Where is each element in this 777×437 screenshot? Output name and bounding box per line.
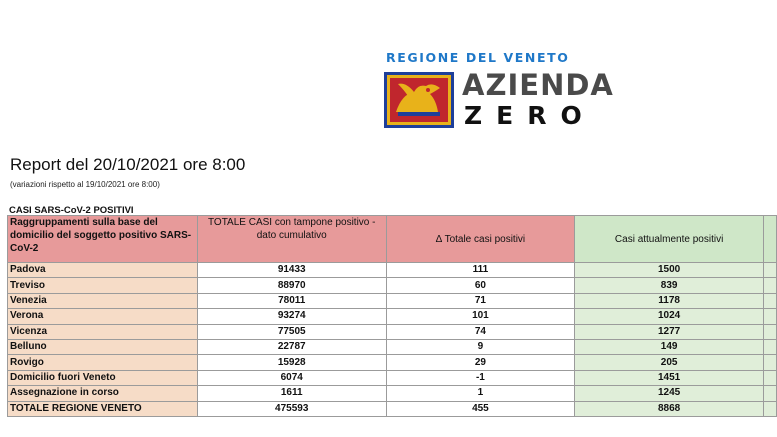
row-cropped-cell xyxy=(763,386,776,401)
row-active: 1245 xyxy=(575,386,764,401)
row-delta: 74 xyxy=(386,324,575,339)
row-total: 93274 xyxy=(197,309,386,324)
row-delta: 101 xyxy=(386,309,575,324)
table-row xyxy=(8,309,777,324)
row-cropped-cell xyxy=(763,370,776,385)
row-cropped-cell xyxy=(763,339,776,354)
table-total-row xyxy=(8,401,777,416)
row-total: 1611 xyxy=(197,386,386,401)
row-cropped-cell xyxy=(763,263,776,278)
table-row xyxy=(8,263,777,278)
lion-of-saint-mark-crest-icon xyxy=(384,72,454,128)
row-cropped-cell xyxy=(763,293,776,308)
row-delta: -1 xyxy=(386,370,575,385)
table-row xyxy=(8,370,777,385)
table-header-row xyxy=(8,216,777,263)
row-total: 91433 xyxy=(197,263,386,278)
row-total: 77505 xyxy=(197,324,386,339)
row-total: 22787 xyxy=(197,339,386,354)
table-row xyxy=(8,278,777,293)
azienda-zero-logo xyxy=(384,50,614,132)
total-row-name: TOTALE REGIONE VENETO xyxy=(8,401,198,416)
column-header-total: TOTALE CASI con tampone positivo - dato cumulativo xyxy=(197,216,386,263)
table-row xyxy=(8,339,777,354)
row-total: 88970 xyxy=(197,278,386,293)
row-cropped-cell xyxy=(763,401,776,416)
row-total: 15928 xyxy=(197,355,386,370)
row-name: Belluno xyxy=(8,339,198,354)
row-active: 1277 xyxy=(575,324,764,339)
row-delta: 111 xyxy=(386,263,575,278)
total-row-total: 475593 xyxy=(197,401,386,416)
report-subtitle: (variazioni rispetto al 19/10/2021 ore 8:00) xyxy=(10,180,160,189)
total-row-active: 8868 xyxy=(575,401,764,416)
row-active: 149 xyxy=(575,339,764,354)
row-total: 6074 xyxy=(197,370,386,385)
table-body xyxy=(8,263,777,417)
row-delta: 1 xyxy=(386,386,575,401)
logo-azienda-text: AZIENDA xyxy=(462,68,614,102)
row-delta: 60 xyxy=(386,278,575,293)
report-title: Report del 20/10/2021 ore 8:00 xyxy=(10,155,246,174)
logo-region-text: REGIONE DEL VENETO xyxy=(386,50,570,65)
row-name: Domicilio fuori Veneto xyxy=(8,370,198,385)
row-active: 1178 xyxy=(575,293,764,308)
row-cropped-cell xyxy=(763,309,776,324)
total-row-delta: 455 xyxy=(386,401,575,416)
positive-cases-table xyxy=(7,215,777,417)
row-active: 205 xyxy=(575,355,764,370)
row-total: 78011 xyxy=(197,293,386,308)
row-name: Assegnazione in corso xyxy=(8,386,198,401)
row-cropped-cell xyxy=(763,324,776,339)
section-label: CASI SARS-CoV-2 POSITIVI xyxy=(9,205,134,216)
row-cropped-cell xyxy=(763,355,776,370)
table-row xyxy=(8,293,777,308)
row-name: Vicenza xyxy=(8,324,198,339)
row-delta: 71 xyxy=(386,293,575,308)
row-name: Treviso xyxy=(8,278,198,293)
row-delta: 29 xyxy=(386,355,575,370)
row-active: 839 xyxy=(575,278,764,293)
row-active: 1451 xyxy=(575,370,764,385)
row-name: Verona xyxy=(8,309,198,324)
row-active: 1024 xyxy=(575,309,764,324)
column-header-group: Raggruppamenti sulla base del domicilio del soggetto positivo SARS-CoV-2 xyxy=(8,216,198,263)
column-header-active: Casi attualmente positivi xyxy=(575,216,764,263)
column-header-delta: Δ Totale casi positivi xyxy=(386,216,575,263)
row-name: Venezia xyxy=(8,293,198,308)
row-active: 1500 xyxy=(575,263,764,278)
table-row xyxy=(8,324,777,339)
column-header-cropped xyxy=(763,216,776,263)
row-name: Padova xyxy=(8,263,198,278)
table-row xyxy=(8,386,777,401)
table-row xyxy=(8,355,777,370)
logo-zero-text: ZERO xyxy=(464,101,596,130)
row-cropped-cell xyxy=(763,278,776,293)
row-delta: 9 xyxy=(386,339,575,354)
row-name: Rovigo xyxy=(8,355,198,370)
